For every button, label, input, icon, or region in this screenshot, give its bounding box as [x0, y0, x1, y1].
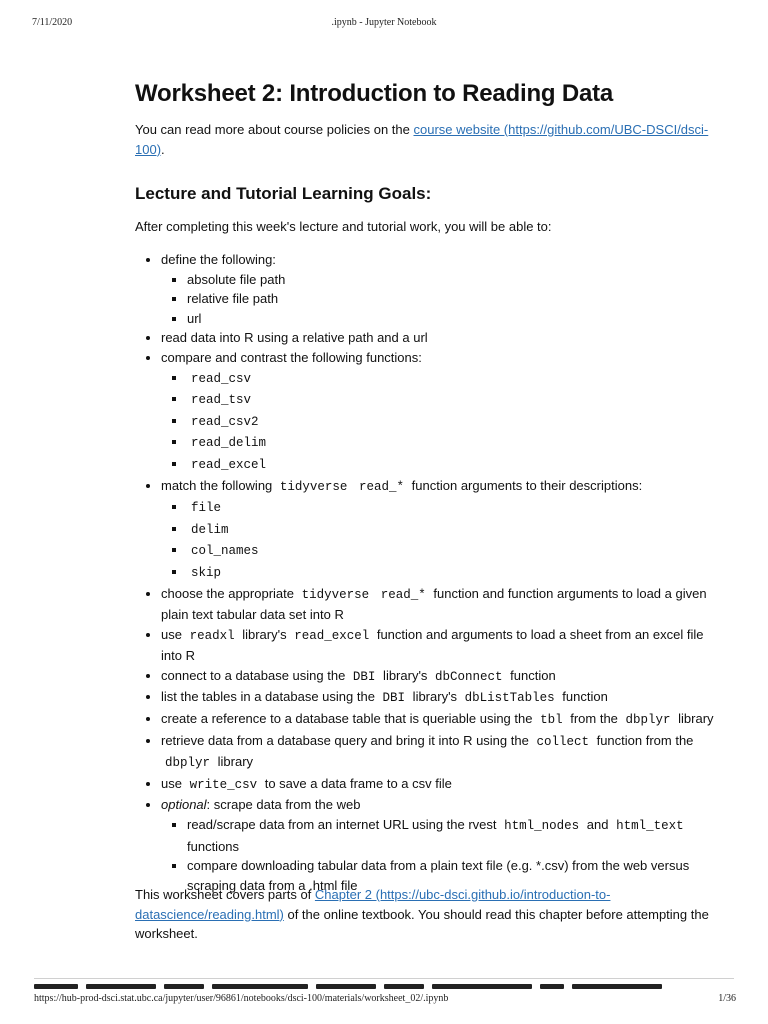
list-item: • list the tables in a database using the DBI library's dbListTables function: [161, 687, 725, 709]
list-item: • optional: scrape data from the web ▪ read/scrape data from an internet URL using the rvest html_nodes and html_text functions ▪ compare downloading tabular data from a plain text file (e.g. *.csv) from the web versus scraping data from a .html file: [161, 795, 725, 895]
list-item: • use write_csv to save a data frame to a csv file: [161, 774, 725, 796]
outro-paragraph: This worksheet covers parts of Chapter 2 (https://ubc-dsci.github.io/introduction-to-datascience/reading.html) of the online textbook. You should read this chapter before attempting the worksheet.: [135, 887, 709, 942]
list-item: ▪ relative file path: [187, 289, 725, 309]
list-item: [187, 454, 725, 476]
list-item: ▪ compare downloading tabular data from a plain text file (e.g. *.csv) from the web versus scraping data from a .html file: [187, 856, 725, 895]
code-read-csv2: read_csv2: [191, 414, 259, 429]
list-item: ▪ url: [187, 309, 725, 329]
list-item: • read data into R using a relative path and a url: [161, 328, 725, 348]
list-item: • match the following tidyverse read_* function arguments to their descriptions: ▪ file ▪ delim ▪ col_names ▪ skip: [161, 476, 725, 584]
list-item: [187, 389, 725, 411]
list-item: [187, 411, 725, 433]
sub-list: [161, 497, 725, 583]
print-header: [0, 17, 768, 33]
list-item: ▪ skip: [187, 562, 725, 584]
sub-list: [161, 270, 725, 329]
page-number: 1/36: [718, 993, 736, 1004]
list-item: [187, 368, 725, 390]
chapter-2-link[interactable]: Chapter 2 (https://ubc-dsci.github.io/introduction-to-datascience/reading.html): [135, 887, 611, 922]
list-item: • create a reference to a database table that is queriable using the tbl from the dbplyr library: [161, 709, 725, 731]
list-item: ▪ file: [187, 497, 725, 519]
list-item: • choose the appropriate tidyverse read_* function and function arguments to load a given plain text tabular data set into R: [161, 584, 725, 625]
learning-goals-lead: After completing this week's lecture and tutorial work, you will be able to:: [135, 219, 552, 234]
sub-list: [161, 368, 725, 476]
print-footer: [0, 993, 768, 1009]
list-item: • use readxl library's read_excel function and arguments to load a sheet from an excel file into R: [161, 625, 725, 666]
list-item: ▪ absolute file path: [187, 270, 725, 290]
list-item: ▪ col_names: [187, 540, 725, 562]
code-read-csv: read_csv: [191, 371, 252, 386]
code-read-delim: read_delim: [191, 436, 267, 451]
print-date: 7/11/2020: [32, 17, 73, 28]
list-item: • define the following: ▪ absolute file path ▪ relative file path ▪ url: [161, 250, 725, 328]
intro-paragraph: You can read more about course policies on the course website (https://github.com/UBC-DSCI/dsci-100).: [135, 122, 709, 157]
code-read-tsv: read_tsv: [191, 393, 252, 408]
list-item: [187, 432, 725, 454]
print-url: https://hub-prod-dsci.stat.ubc.ca/jupyter/user/96861/notebooks/dsci-100/materials/worksheet_02/.ipynb: [34, 993, 449, 1004]
list-item: • compare and contrast the following functions: ▪ read_csv ▪ read_tsv ▪ read_csv2 ▪ read_delim ▪ read_excel: [161, 348, 725, 476]
code-read-excel: read_excel: [191, 457, 267, 472]
page-divider: [34, 978, 734, 979]
course-website-link[interactable]: course website (https://github.com/UBC-DSCI/dsci-100): [135, 122, 709, 157]
page-title: Worksheet 2: Introduction to Reading Data: [135, 80, 614, 107]
print-title: .ipynb - Jupyter Notebook: [331, 17, 437, 28]
cut-off-next-heading: [34, 981, 674, 991]
sub-list: [161, 815, 725, 895]
learning-goals-list: [135, 250, 725, 895]
list-item: • retrieve data from a database query and bring it into R using the collect function from the dbplyr library: [161, 731, 725, 774]
list-item: ▪ read/scrape data from an internet URL using the rvest html_nodes and html_text functions: [187, 815, 725, 856]
learning-goals-heading: Lecture and Tutorial Learning Goals:: [135, 184, 432, 203]
list-item: ▪ delim: [187, 519, 725, 541]
list-item: • connect to a database using the DBI library's dbConnect function: [161, 666, 725, 688]
